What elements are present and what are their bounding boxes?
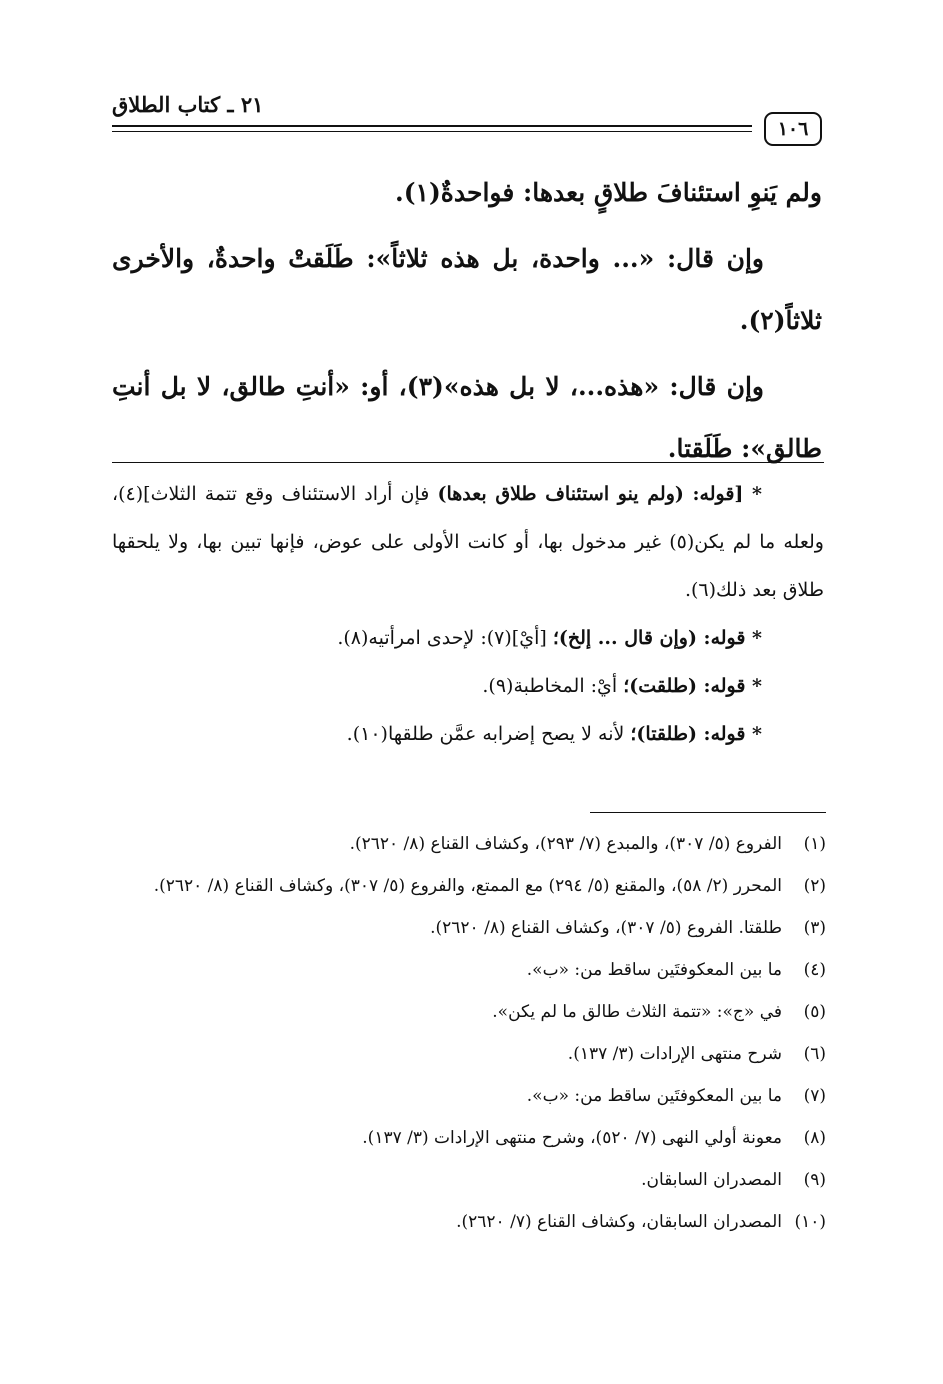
- footnote-text: الفروع (٥/ ٣٠٧)، والمبدع (٧/ ٢٩٣)، وكشاف القناع (٨/ ٢٦٢٠).: [349, 834, 782, 854]
- footnote-number: (٧): [803, 1086, 826, 1106]
- footnote: [112, 865, 826, 907]
- footnote-text: معونة أولي النهى (٧/ ٥٢٠)، وشرح منتهى الإرادات (٣/ ١٣٧).: [362, 1128, 782, 1148]
- commentary-text: فإن أراد الاستئناف وقع تتمة الثلاث](٤)، ولعله ما لم يكن(٥) غير مدخول بها، أو كانت الأولى على عوض، فإنها تبين بها، ولا يلحقها طلاق بعد ذلك(٦).: [112, 483, 824, 601]
- footnote-number: (٥): [803, 1002, 826, 1022]
- footnote: [112, 907, 826, 949]
- footnote-text: شرح منتهى الإرادات (٣/ ١٣٧).: [567, 1044, 782, 1064]
- main-paragraph-1: ولم يَنوِ استئنافَ طلاقٍ بعدها: فواحدةٌ(١).: [394, 178, 822, 207]
- running-head: ٢١ ـ كتاب الطلاق: [112, 92, 264, 117]
- commentary: [112, 470, 824, 758]
- footnote: [112, 949, 826, 991]
- footnote-number: (١): [803, 834, 826, 854]
- footnote-number: (٨): [803, 1128, 826, 1148]
- footnote-divider: [590, 812, 826, 813]
- footnote-number: (٣): [803, 918, 826, 938]
- footnote-text: طلقتا. الفروع (٥/ ٣٠٧)، وكشاف القناع (٨/ ٢٦٢٠).: [430, 918, 782, 938]
- commentary-paragraph-3: [112, 662, 824, 710]
- footnote: [112, 1159, 826, 1201]
- footnote: [112, 1075, 826, 1117]
- footnote-text: المحرر (٢/ ٥٨)، والمقنع (٥/ ٢٩٤) مع الممتع، والفروع (٥/ ٣٠٧)، وكشاف القناع (٨/ ٢٦٢٠).: [153, 876, 782, 896]
- commentary-text: لأنه لا يصح إضرابه عمَّن طلقها(١٠).: [346, 723, 631, 745]
- main-text: [112, 162, 822, 480]
- footnote-text: المصدران السابقان، وكشاف القناع (٧/ ٢٦٢٠).: [456, 1212, 782, 1232]
- footnote-number: (٤): [803, 960, 826, 980]
- commentary-text: أيْ: المخاطبة(٩).: [482, 675, 624, 697]
- footnote: [112, 1201, 826, 1243]
- commentary-lead: * قوله: (طلقت)؛: [623, 675, 762, 697]
- section-divider: [112, 462, 824, 463]
- header-rule: [112, 125, 752, 127]
- footnote-text: ما بين المعكوفتَين ساقط من: «ب».: [526, 1086, 782, 1106]
- commentary-paragraph-4: [112, 710, 824, 758]
- footnotes: [112, 823, 826, 1243]
- main-paragraph-3: وإن قال: «هذه...، لا بل هذه»(٣)، أو: «أنتِ طالق، لا بل أنتِ طالق»: طَلَقتا.: [112, 372, 822, 463]
- footnote: [112, 1033, 826, 1075]
- commentary-text: [أيْ](٧): لإحدى امرأتيه(٨).: [337, 627, 553, 649]
- commentary-paragraph-1: [112, 470, 824, 614]
- footnote-text: في «ج»: «تتمة الثلاث طالق ما لم يكن».: [492, 1002, 782, 1022]
- footnote-number: (٢): [803, 876, 826, 896]
- footnote-number: (٩): [803, 1170, 826, 1190]
- commentary-lead: * قوله: (وإن قال ... إلخ)؛: [552, 627, 762, 649]
- header-rule-thin: [112, 131, 752, 132]
- footnote: [112, 991, 826, 1033]
- footnote-text: ما بين المعكوفتَين ساقط من: «ب».: [526, 960, 782, 980]
- footnote: [112, 823, 826, 865]
- footnote-number: (٦): [803, 1044, 826, 1064]
- footnote: [112, 1117, 826, 1159]
- main-paragraph-2: وإن قال: «... واحدة، بل هذه ثلاثاً»: طَلَقتْ واحدةٌ، والأخرى ثلاثاً(٢).: [112, 244, 822, 335]
- commentary-paragraph-2: [112, 614, 824, 662]
- footnote-number: (١٠): [794, 1212, 826, 1232]
- footnote-text: المصدران السابقان.: [641, 1170, 782, 1190]
- commentary-lead: * [قوله: (ولم ينو استئناف طلاق بعدها): [437, 483, 762, 505]
- page-number: ١٠٦: [764, 112, 822, 146]
- commentary-lead: * قوله: (طلقتا)؛: [630, 723, 762, 745]
